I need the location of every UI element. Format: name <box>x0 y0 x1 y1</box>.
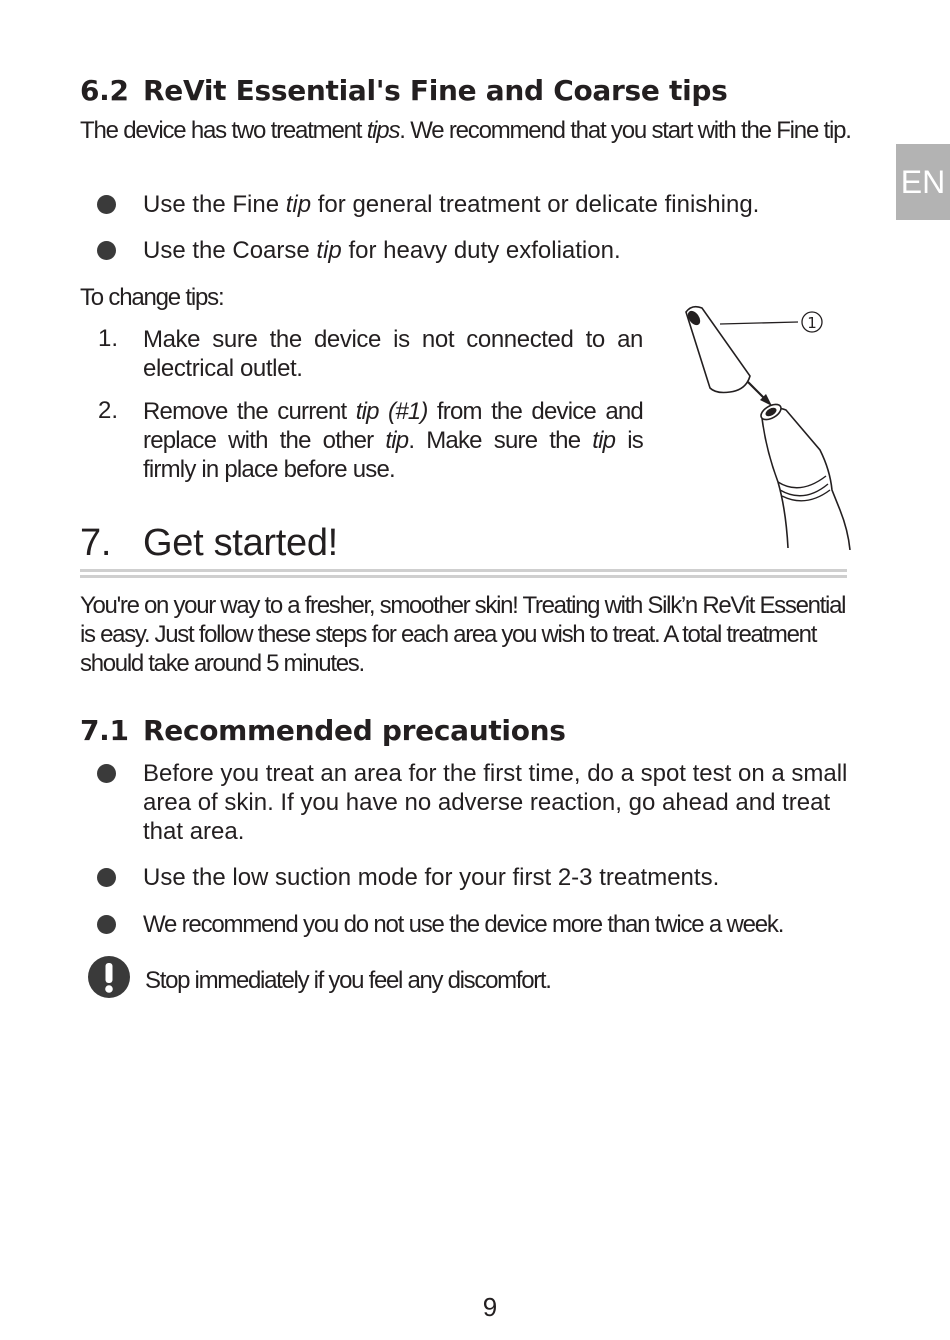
bullet-dot-icon <box>97 195 116 214</box>
section-title: Get started! <box>143 522 338 564</box>
bullet-text-end: for general treatment or delicate finishing. <box>311 191 760 218</box>
step-2-number: 2. <box>98 397 119 424</box>
exclamation-icon <box>87 955 131 999</box>
bullet-dot-icon <box>97 915 116 934</box>
step-2-emphasis: tip <box>592 427 616 454</box>
intro-text-end: . We recommend that you start with the Fine tip. <box>399 117 851 144</box>
step-2-part: from the device and replace with the other <box>143 398 643 454</box>
section-6-2-heading <box>80 74 728 107</box>
step-1-text: Make sure the device is not connected to an electrical outlet. <box>143 326 643 382</box>
precaution-item: Use the low suction mode for your first 2-3 treatments. <box>143 864 720 891</box>
section-7-intro: You're on your way to a fresher, smoother skin! Treating with Silk’n ReVit Essential is easy. Just follow these steps for each area you wish to treat. A total treatment should take around 5 minutes. <box>80 592 846 677</box>
bullet-text: Use the Coarse <box>143 237 317 264</box>
language-tab-label: EN <box>900 163 946 200</box>
precaution-item: We recommend you do not use the device more than twice a week. <box>143 911 784 938</box>
section-title: Recommended precautions <box>143 714 566 747</box>
precaution-item: Before you treat an area for the first time, do a spot test on a small area of skin. If you have no adverse reaction, go ahead and treat that area. <box>143 760 848 845</box>
heading-divider <box>80 575 847 578</box>
step-2-part: is firmly in place before use. <box>143 427 643 483</box>
language-tab <box>896 144 950 220</box>
intro-emphasis: tips <box>366 117 400 144</box>
section-number: 7. <box>80 522 112 564</box>
step-2-emphasis: tip (#1) <box>355 398 428 425</box>
bullet-text-end: for heavy duty exfoliation. <box>341 237 621 264</box>
bullet-dot-icon <box>97 764 116 783</box>
bullet-emphasis: tip <box>285 191 312 218</box>
step-2-part: . Make sure the <box>408 427 593 454</box>
step-2-emphasis: tip <box>385 427 409 454</box>
section-6-2-intro <box>80 116 855 145</box>
callout-number: 1 <box>807 314 817 332</box>
section-title: ReVit Essential's Fine and Coarse tips <box>143 74 728 107</box>
intro-text: The device has two treatment <box>80 117 367 144</box>
heading-divider <box>80 569 847 572</box>
bullet-dot-icon <box>97 868 116 887</box>
section-7-heading <box>80 522 338 565</box>
page-number: 9 <box>482 1292 498 1322</box>
section-number: 6.2 <box>80 74 129 107</box>
section-7-1-heading <box>80 714 566 747</box>
bullet-text: Use the Fine <box>143 191 286 218</box>
bullet-emphasis: tip <box>316 237 342 264</box>
bullet-coarse-tip <box>143 236 863 265</box>
step-1-number: 1. <box>98 325 119 352</box>
change-tips-label: To change tips: <box>80 284 224 311</box>
step-2-text <box>143 397 643 484</box>
bullet-fine-tip <box>143 190 863 219</box>
bullet-dot-icon <box>97 241 116 260</box>
warning-text: Stop immediately if you feel any discomfort. <box>145 967 551 994</box>
device-tip-illustration <box>670 300 870 550</box>
section-number: 7.1 <box>80 714 129 747</box>
step-2-part: Remove the current <box>143 398 356 425</box>
